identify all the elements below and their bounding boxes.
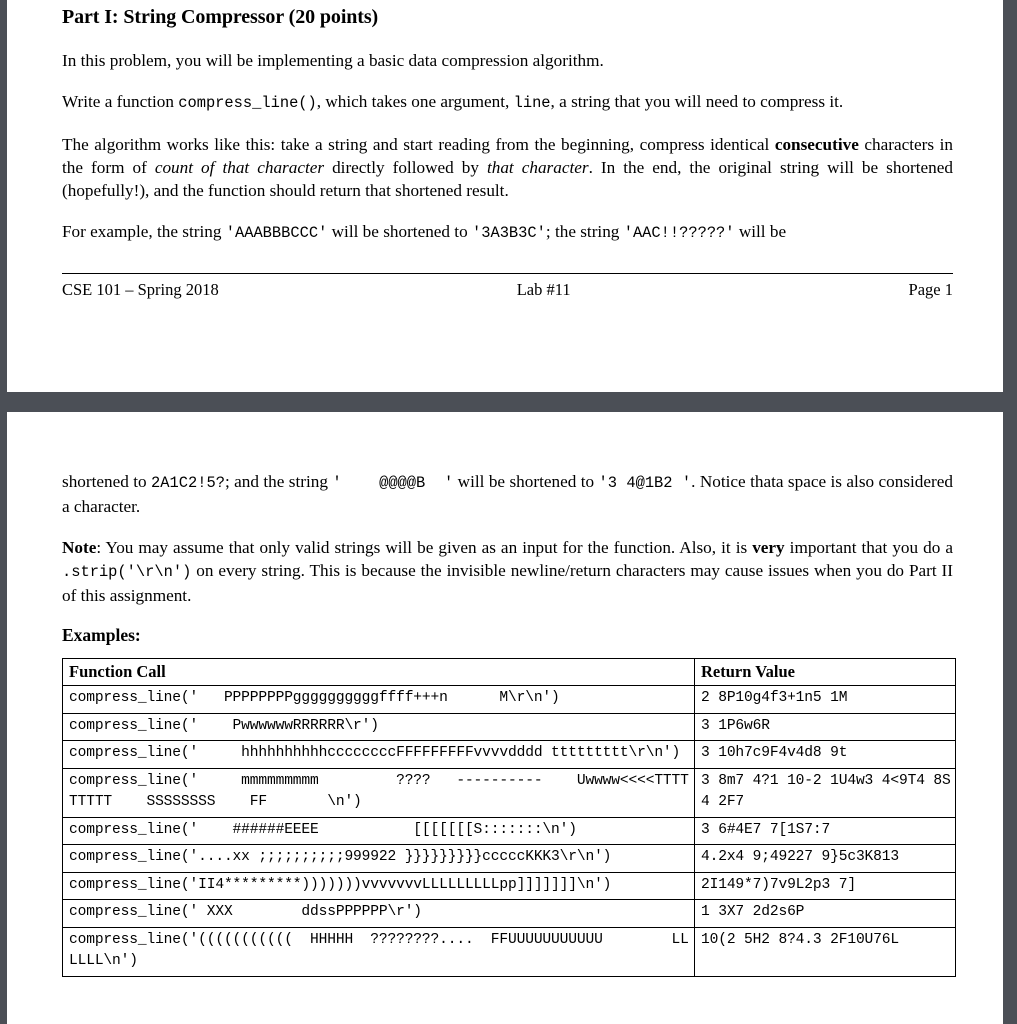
text-fragment: The algorithm works like this: take a string and start reading from the beginning, compress identical [62,135,775,154]
note-label: Note [62,538,97,557]
cell-return-value: 3 8m7 4?1 10-2 1U4w3 4<9T4 8S4 2F7 [695,768,956,817]
paragraph-write-function [62,90,953,115]
text-fragment: : You may assume that only valid strings will be given as an input for the function. Also, it is [96,538,753,557]
cell-function-call: compress_line('((((((((((( HHHHH ????????.... FFUUUUUUUUUUU LLLLLL\n') [63,927,695,976]
page-title: Part I: String Compressor (20 points) [62,6,379,28]
paragraph-shortened [62,470,953,518]
code-compress-line: compress_line() [178,94,317,112]
cell-return-value: 2I149*7)7v9L2p3 7] [695,872,956,900]
emphasis-very: very [752,538,785,557]
cell-function-call: compress_line(' PPPPPPPPggggggggggffff+++n M\r\n') [63,686,695,714]
footer-lab: Lab #11 [516,280,571,299]
text-fragment: shortened to [62,472,152,491]
document-page-1 [7,0,1003,392]
text-fragment: ; and the string [224,472,333,491]
paragraph-algorithm [62,133,953,202]
table-row [63,768,956,817]
table-row [63,900,956,928]
text-fragment: will be shortened to [453,472,599,491]
table-row [63,872,956,900]
column-header-function-call: Function Call [63,659,695,686]
paragraph-intro [62,49,953,72]
text-fragment: important that you do a [784,538,953,557]
table-row [63,817,956,845]
examples-table-body [63,686,956,977]
table-row [63,713,956,741]
table-row [63,927,956,976]
code-example-output-1: '3A3B3C' [471,224,546,242]
text-fragment: For example, the string [62,222,226,241]
text-fragment: . In the end, the original string will be shortened (hopefully!), and the function should return that shortened result. [62,158,953,200]
examples-heading: Examples: [62,625,141,645]
code-at-string-output: '3 4@1B2 ' [598,474,692,492]
code-line-arg: line [513,94,551,112]
paragraph-intro-text: In this problem, you will be implementing a basic data compression algorithm. [62,51,604,70]
footer-page-number: Page 1 [908,280,953,299]
emphasis-that-char: that character [486,158,589,177]
table-header-row [63,659,956,686]
cell-function-call: compress_line('....xx ;;;;;;;;;;999922 }}}}}}}}}cccccKKK3\r\n') [63,845,695,873]
cell-return-value: 3 10h7c9F4v4d8 9t [695,741,956,769]
text-fragment: ; the string [545,222,624,241]
paragraph-example [62,220,953,245]
examples-table [62,658,956,977]
column-header-return-value: Return Value [695,659,956,686]
code-at-string-input: ' @@@@B ' [332,474,454,492]
table-row [63,686,956,714]
cell-function-call: compress_line(' mmmmmmmmm ???? ---------- Uwwww<<<<TTTTTTTTT SSSSSSSS FF \n') [63,768,695,817]
cell-function-call: compress_line('II4*********)))))))vvvvvvvLLLLLLLLLpp]]]]]]]\n') [63,872,695,900]
cell-return-value: 3 1P6w6R [695,713,956,741]
text-fragment: on every string. This is because the invisible newline/return characters may cause issues when you do Part II of this assignment. [62,561,953,605]
text-fragment: characters in the form of [62,135,953,177]
code-shortened-value: 2A1C2!5? [151,474,225,492]
cell-function-call: compress_line(' XXX ddssPPPPPP\r') [63,900,695,928]
cell-function-call: compress_line(' PwwwwwwRRRRRR\r') [63,713,695,741]
text-fragment: Write a function [62,92,179,111]
text-fragment: , which takes one argument, [316,92,514,111]
cell-return-value: 4.2x4 9;49227 9}5c3K813 [695,845,956,873]
code-example-input-1: 'AAABBBCCC' [225,224,328,242]
cell-return-value: 2 8P10g4f3+1n5 1M [695,686,956,714]
code-example-input-2: 'AAC!!?????' [623,224,735,242]
text-fragment: , a string that you will need to compress it. [550,92,844,111]
text-fragment: will be shortened to [327,222,472,241]
emphasis-count-of-char: count of that character [154,158,325,177]
paragraph-note [62,536,953,607]
cell-return-value: 10(2 5H2 8?4.3 2F10U76L [695,927,956,976]
document-page-2 [7,412,1003,1024]
cell-function-call: compress_line(' hhhhhhhhhhccccccccFFFFFFFFFvvvvdddd ttttttttt\r\n') [63,741,695,769]
footer-divider [62,273,953,274]
table-row [63,741,956,769]
page-footer [62,280,953,304]
text-fragment: will be [734,222,787,241]
text-fragment: . Notice thata space is also considered a character. [62,472,953,516]
emphasis-consecutive: consecutive [774,135,859,154]
code-strip-call: .strip('\r\n') [62,563,192,581]
footer-course: CSE 101 – Spring 2018 [62,280,219,299]
cell-return-value: 1 3X7 2d2s6P [695,900,956,928]
table-row [63,845,956,873]
text-fragment: directly followed by [324,158,487,177]
cell-return-value: 3 6#4E7 7[1S7:7 [695,817,956,845]
page-separator [0,392,1017,412]
cell-function-call: compress_line(' ######EEEE [[[[[[[S:::::::\n') [63,817,695,845]
